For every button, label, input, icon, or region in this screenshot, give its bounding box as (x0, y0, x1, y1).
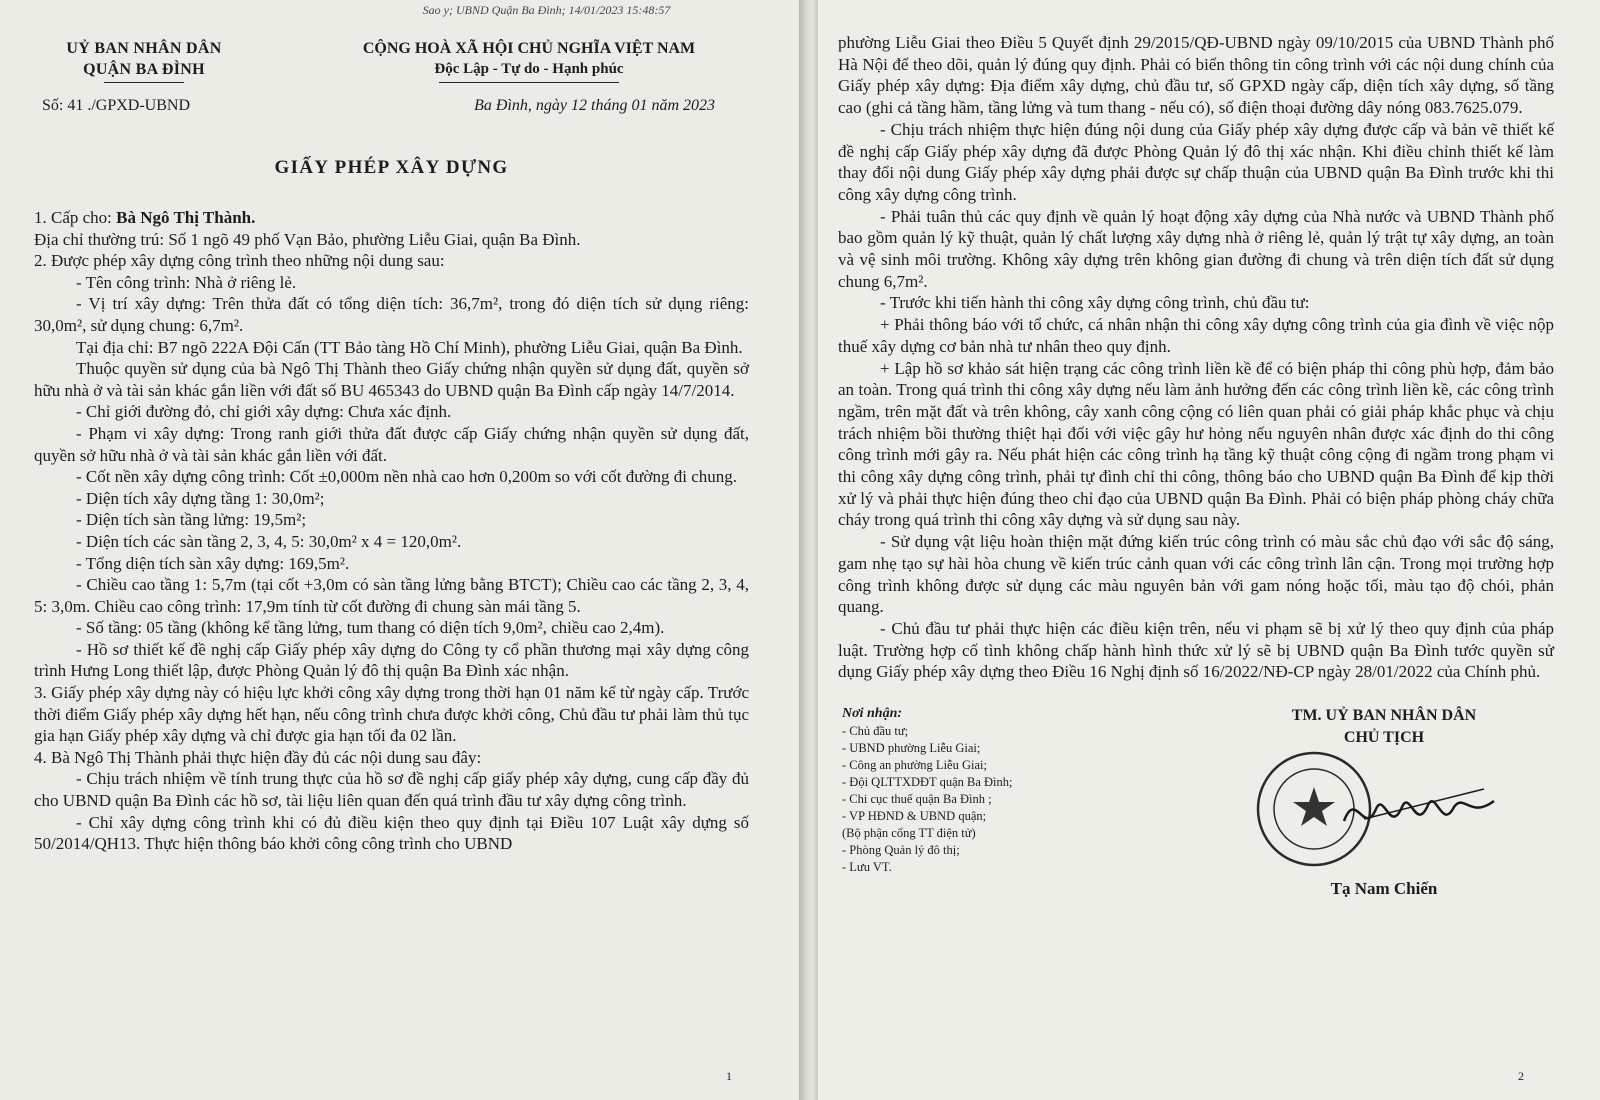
recipient-item: - Lưu VT. (842, 860, 892, 875)
recipient-item: - Đội QLTTXDĐT quận Ba Đình; (842, 775, 1013, 790)
paragraph: 2. Được phép xây dựng công trình theo những nội dung sau: (34, 251, 445, 271)
recipient-item: - Chủ đầu tư; (842, 724, 909, 739)
paragraph: - Chịu trách nhiệm về tính trung thực của hồ sơ đề nghị cấp giấy phép xây dựng, cung cấp đầy đủ cho UBND quận Ba Đình các hồ sơ, tài liệu liên quan đến quá trình đầu tư xây dựng công trình. (34, 769, 749, 811)
paragraph: - Phạm vi xây dựng: Trong ranh giới thửa đất được cấp Giấy chứng nhận quyền sử dụng đất, quyền sở hữu nhà ở và tài sản khác gắn liền với đất. (34, 423, 749, 465)
page-2 (818, 0, 1600, 1100)
document-header (34, 38, 749, 83)
paragraph: - Chiều cao tầng 1: 5,7m (tại cốt +3,0m có sàn tầng lửng bằng BTCT); Chiều cao các tầng 2, 3, 4, 5: 3,0m. Chiều cao công trình: 17,9m tính từ cốt đường đi chung sàn mái tầng 5. (34, 575, 749, 616)
paragraph: Địa chỉ thường trú: Số 1 ngõ 49 phố Vạn Bảo, phường Liễu Giai, quận Ba Đình. (34, 229, 581, 249)
paragraph: - Chủ đầu tư phải thực hiện các điều kiện trên, nếu vi phạm sẽ bị xử lý theo quy định của pháp luật. Trường hợp cố tình không chấp hành hình thức xử lý sẽ bị UBND quận Ba Đình tước quyền sử dụng Giấy phép xây dựng theo Điều 16 Nghị định số 16/2022/NĐ-CP ngày 28/01/2022 của Chính phủ. (838, 618, 1554, 682)
paragraph: - Trước khi tiến hành thi công xây dựng công trình, chủ đầu tư: (880, 293, 1310, 313)
page-number-1: 1 (726, 1069, 732, 1083)
recipient-item: (Bộ phận cổng TT điện tử) (842, 826, 976, 841)
page-2-body (838, 32, 1554, 683)
authority-line-2: QUẬN BA ĐÌNH (83, 61, 205, 78)
paragraph: - Diện tích xây dựng tầng 1: 30,0m²; (76, 488, 325, 508)
paragraph: - Chịu trách nhiệm thực hiện đúng nội dung của Giấy phép xây dựng được cấp và bản vẽ thiết kế đề nghị cấp Giấy phép xây dựng đã được Phòng Quản lý đô thị xác nhận. Khi điều chỉnh thiết kế làm thay đổi nội dung Giấy phép xây dựng phải được sự chấp thuận của UBND quận Ba Đình trước khi thi công xây dựng công trình. (838, 119, 1554, 204)
paragraph: - Số tầng: 05 tầng (không kể tầng lửng, tum thang có diện tích 9,0m², chiều cao 2,4m). (76, 618, 665, 638)
recipients-heading: Nơi nhận: (842, 706, 903, 722)
recipient-item: - Chi cục thuế quận Ba Đình ; (842, 792, 992, 807)
paragraph: - Hồ sơ thiết kế đề nghị cấp Giấy phép xây dựng do Công ty cổ phần thương mại xây dựng công trình Hưng Long thiết lập, được Phòng Quản lý đô thị quận Ba Đình xác nhận. (34, 639, 749, 681)
document-number: Số: 41 ./GPXD-UBND (42, 97, 191, 114)
signature-block (1234, 705, 1534, 899)
paragraph: - Phải tuân thủ các quy định về quản lý hoạt động xây dựng của Nhà nước và UBND Thành phố bao gồm quản lý kỹ thuật, quản lý chất lượng xây dựng nhà ở riêng lẻ, quản lý trật tự xây dựng, an toàn và vệ sinh môi trường. Không xây dựng trên không gian đường đi chung và trên diện tích đất sử dụng chung 6,7m². (838, 206, 1554, 291)
paragraph: - Diện tích các sàn tầng 2, 3, 4, 5: 30,0m² x 4 = 120,0m². (76, 531, 462, 551)
paragraph: - Diện tích sàn tầng lửng: 19,5m²; (76, 510, 307, 530)
paragraph: - Tổng diện tích sàn xây dựng: 169,5m². (76, 553, 350, 573)
official-seal-and-signature (1244, 749, 1524, 869)
recipients-list (842, 723, 1142, 876)
nation-name: CỘNG HOÀ XÃ HỘI CHỦ NGHĨA VIỆT NAM (362, 40, 696, 57)
paragraph: 1. Cấp cho: Bà Ngô Thị Thành. (34, 208, 256, 227)
authority-underline (104, 82, 184, 83)
recipient-item: - Công an phường Liễu Giai; (842, 758, 987, 773)
recipient-item: - VP HĐND & UBND quận; (842, 809, 987, 824)
signature-title-2: CHỦ TỊCH (1343, 729, 1425, 747)
seal-star-icon (1293, 787, 1335, 826)
paragraph: - Cốt nền xây dựng công trình: Cốt ±0,000m nền nhà cao hơn 0,200m so với cốt đường đi chung. (76, 467, 737, 487)
paragraph: - Tên công trình: Nhà ở riêng lẻ. (76, 272, 297, 292)
signer-name: Tạ Nam Chiến (1330, 879, 1438, 899)
closing-section (838, 705, 1554, 899)
paragraph: - Chỉ giới đường đỏ, chỉ giới xây dựng: Chưa xác định. (76, 402, 452, 422)
page-number-2: 2 (1518, 1069, 1524, 1083)
national-motto: Độc Lập - Tự do - Hạnh phúc (434, 61, 624, 77)
authority-line-1: UỶ BAN NHÂN DÂN (66, 40, 222, 57)
paragraph: Tại địa chỉ: B7 ngõ 222A Đội Cấn (TT Bảo tàng Hồ Chí Minh), phường Liễu Giai, quận Ba Đình. (76, 337, 743, 357)
paragraph: - Chỉ xây dựng công trình khi có đủ điều kiện theo quy định tại Điều 107 Luật xây dựng số 50/2014/QH13. Thực hiện thông báo khởi công công trình cho UBND (34, 812, 749, 854)
motto-underline (439, 82, 619, 83)
paragraph: + Phải thông báo với tổ chức, cá nhân nhận thi công xây dựng công trình của gia đình về việc nộp thuế xây dựng cơ bản nhà tư nhân theo quy định. (838, 315, 1554, 356)
page-1-body (34, 207, 749, 855)
paragraph: 3. Giấy phép xây dựng này có hiệu lực khởi công xây dựng trong thời hạn 01 năm kể từ ngày cấp. Trước thời điểm Giấy phép xây dựng hết hạn, nếu công trình chưa được khởi công, Chủ đầu tư phải làm thủ tục gia hạn Giấy phép xây dựng và chỉ được gia hạn tối đa 02 lần. (34, 683, 749, 746)
grantee-name: Bà Ngô Thị Thành. (116, 208, 256, 227)
recipients-block (838, 705, 1142, 899)
paragraph: 4. Bà Ngô Thị Thành phải thực hiện đầy đủ các nội dung sau đây: (34, 747, 482, 767)
recipient-item: - UBND phường Liễu Giai; (842, 741, 981, 756)
document-date: Ba Đình, ngày 12 tháng 01 năm 2023 (474, 97, 715, 114)
issuing-authority (34, 38, 254, 83)
recipient-item: - Phòng Quản lý đô thị; (842, 843, 960, 858)
paragraph: Thuộc quyền sử dụng của bà Ngô Thị Thành theo Giấy chứng nhận quyền sử dụng đất, quyền sở hữu nhà ở và tài sản khác gắn liền với đất số BU 465343 do UBND quận Ba Đình cấp ngày 14/7/2014. (34, 359, 749, 400)
paragraph: - Vị trí xây dựng: Trên thửa đất có tổng diện tích: 36,7m², trong đó diện tích sử dụng riêng: 30,0m², sử dụng chung: 6,7m². (34, 294, 749, 335)
signature-title-1: TM. UỶ BAN NHÂN DÂN (1291, 707, 1477, 725)
paragraph: - Sử dụng vật liệu hoàn thiện mặt đứng kiến trúc công trình có màu sắc chủ đạo với sắc độ sáng, gam nhẹ tạo sự hài hòa chung về kiến trúc cảnh quan với các công trình lân cận. Trong mọi trường hợp công trình không được sử dụng các màu nguyên bản với gam nóng hoặc tối, màu tạo độ chói, phản quang. (838, 532, 1554, 617)
copy-stamp-note: Sao y; UBND Quận Ba Đình; 14/01/2023 15:48:57 (422, 3, 671, 17)
national-heading (309, 38, 749, 83)
number-date-row (34, 97, 749, 115)
paragraph: + Lập hồ sơ khảo sát hiện trạng các công trình liền kề để có biện pháp thi công phù hợp, đảm bảo an toàn. Trong quá trình thi công xây dựng nếu làm ảnh hưởng đến các công trình liền kề, các công trình ngầm, trên mặt đất và trên không, cây xanh công cộng có liên quan phải có giải pháp khắc phục và chịu trách nhiệm bồi thường thiệt hại đối với việc gây hư hỏng nếu nguyên nhân được xác định do thi công công trình mới gây ra. Nếu phát hiện các công trình hạ tầng kỹ thuật công cộng đi ngầm trong phạm vi thi công xây dựng công trình, phải tự đình chỉ thi công, thông báo cho UBND quận Ba Đình để kịp thời xử lý và phải thực hiện đúng theo chỉ đạo của UBND quận Ba Đình. Phải có biện pháp phòng cháy chữa cháy trong quá trình thi công xây dựng và sử dụng sau này. (838, 358, 1554, 530)
paragraph: phường Liễu Giai theo Điều 5 Quyết định 29/2015/QĐ-UBND ngày 09/10/2015 của UBND Thành phố Hà Nội để theo dõi, quản lý đúng quy định. Phải có biển thông tin công trình với các nội dung chính của Giấy phép xây dựng: Địa điểm xây dựng, chủ đầu tư, số GPXD ngày cấp, diện tích xây dựng, số tầng cao (ghi cả tầng hầm, tầng lửng và tum thang - nếu có), số điện thoại đường dây nóng 083.7625.079. (838, 33, 1554, 118)
document-title: GIẤY PHÉP XÂY DỰNG (274, 157, 509, 178)
page-gutter (800, 0, 818, 1100)
